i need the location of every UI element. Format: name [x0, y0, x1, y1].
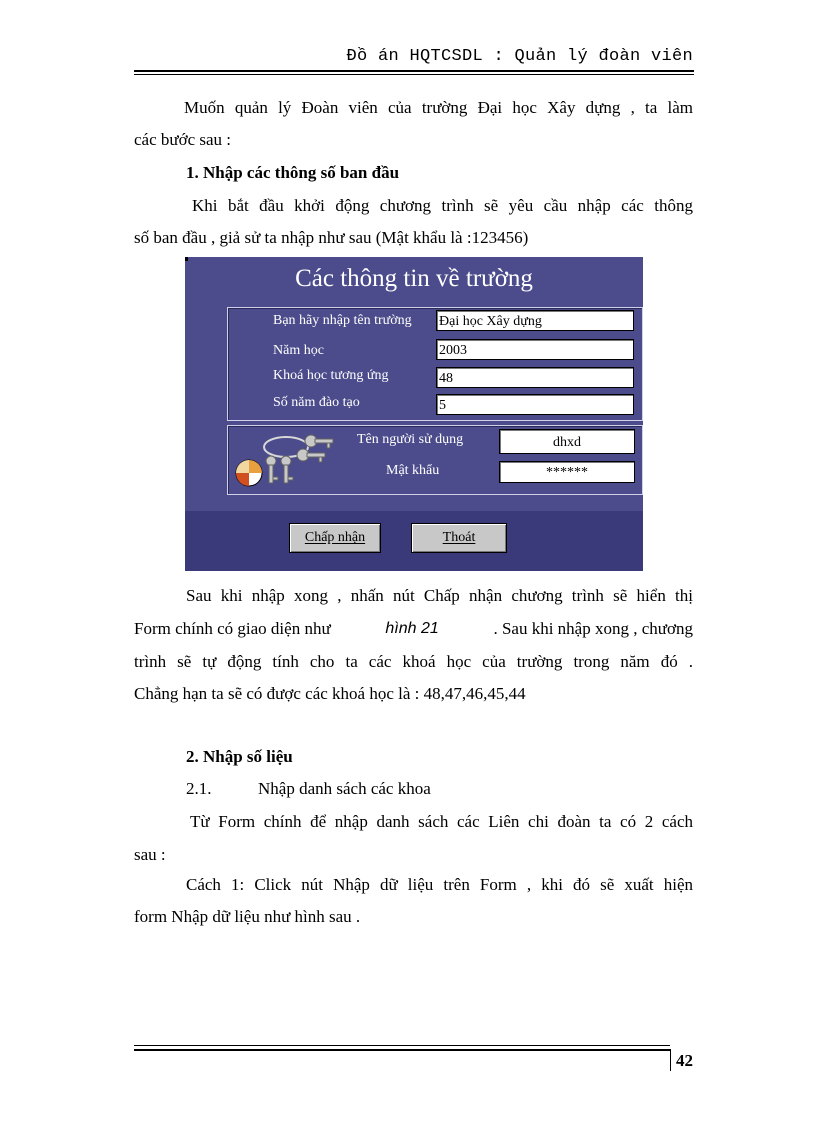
after-paragraph-line1: Sau khi nhập xong , nhấn nút Chấp nhận chương trình sẽ hiển thị [186, 586, 693, 605]
password-input[interactable]: ****** [499, 461, 635, 483]
after-line2-text-a: Form chính có giao diện như [134, 619, 331, 638]
section1-heading: 1. Nhập các thông số ban đầu [186, 163, 400, 182]
method1-line2: form Nhập dữ liệu như hình sau . [134, 907, 361, 926]
keys-icon [231, 427, 341, 493]
page-number: 42 [676, 1051, 693, 1070]
training-years-label: Số năm đào tạo [273, 395, 360, 410]
header-title: Đồ án HQTCSDL : Quản lý đoàn viên [346, 47, 693, 66]
school-year-input[interactable]: 2003 [436, 339, 634, 360]
school-info-dialog [185, 257, 643, 571]
after-paragraph-line2 [134, 613, 693, 644]
password-label: Mật khẩu [386, 463, 440, 478]
accept-button-label: Chấp nhận [304, 530, 366, 545]
training-years-input[interactable]: 5 [436, 394, 634, 415]
section2-line2: sau : [134, 845, 166, 864]
school-year-label: Năm học [273, 343, 324, 358]
after-line2-text-b: . Sau khi nhập xong , chương [493, 619, 693, 638]
exit-button-label: Thoát [442, 530, 476, 545]
after-paragraph-line3: trình sẽ tự động tính cho ta các khoá học của trường trong năm đó . [134, 652, 693, 671]
figure-reference: hình 21 [385, 620, 439, 637]
exit-button[interactable] [411, 523, 507, 553]
section2-heading: 2. Nhập số liệu [186, 747, 293, 766]
course-label: Khoá học tương ứng [273, 368, 389, 383]
dialog-corner-mark [185, 257, 188, 261]
subsection-number: 2.1. [186, 779, 212, 798]
school-name-label: Bạn hãy nhập tên trường [273, 313, 412, 328]
intro-paragraph-line2: các bước sau : [134, 130, 232, 149]
section1-line2: số ban đầu , giả sử ta nhập như sau (Mật khẩu là :123456) [134, 228, 529, 247]
subsection-2-1 [134, 773, 693, 804]
header-rule-thin [134, 74, 694, 75]
school-name-input[interactable]: Đại học Xây dựng [436, 310, 634, 331]
method1-line1: Cách 1: Click nút Nhập dữ liệu trên Form , khi đó sẽ xuất hiện [186, 875, 693, 894]
section2-line1: Từ Form chính để nhập danh sách các Liên chi đoàn ta có 2 cách [190, 812, 693, 831]
section1-line1: Khi bắt đầu khởi động chương trình sẽ yêu cầu nhập các thông [192, 196, 693, 215]
username-label: Tên người sử dụng [357, 432, 464, 447]
dialog-title: Các thông tin về trường [295, 265, 533, 292]
intro-paragraph-line1: Muốn quản lý Đoàn viên của trường Đại học Xây dựng , ta làm [184, 98, 693, 117]
footer-rule [134, 1049, 670, 1051]
course-input[interactable]: 48 [436, 367, 634, 388]
accept-button[interactable] [289, 523, 381, 553]
subsection-title: Nhập danh sách các khoa [258, 779, 431, 798]
username-input[interactable]: dhxd [499, 429, 635, 454]
header-rule [134, 70, 694, 72]
footer-rule-thin [134, 1045, 670, 1046]
after-paragraph-line4: Chẳng hạn ta sẽ có được các khoá học là : 48,47,46,45,44 [134, 684, 526, 703]
